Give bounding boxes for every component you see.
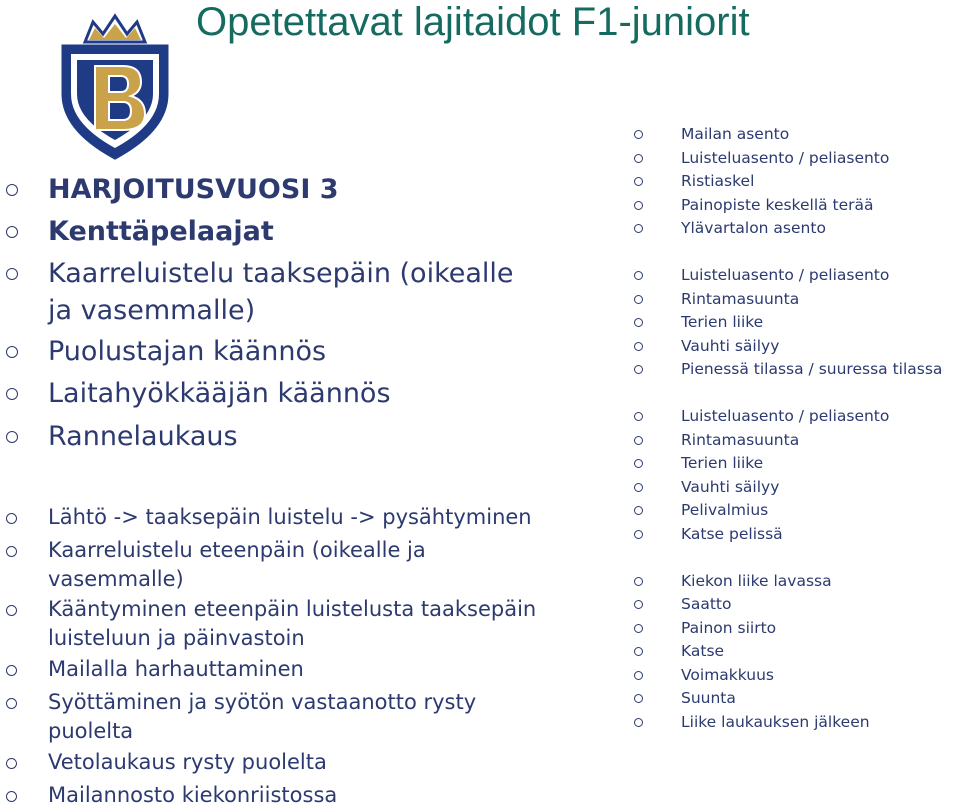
sub-list-item [620, 170, 960, 193]
sub-list-item-text: Katse [681, 642, 725, 660]
circle-bullet-icon [634, 577, 643, 586]
list-item-text: Vetolaukaus rysty puolelta [48, 750, 327, 774]
sub-list-item-text: Vauhti säilyy [681, 478, 780, 496]
sub-list-item-text: Ylävartalon asento [681, 219, 826, 237]
sub-list-item [620, 593, 960, 616]
circle-bullet-icon [634, 600, 643, 609]
sub-list-item-text: Vauhti säilyy [681, 337, 780, 355]
circle-bullet-icon [634, 436, 643, 445]
circle-bullet-icon [6, 758, 17, 769]
sub-list-item-text: Saatto [681, 595, 732, 613]
circle-bullet-icon [6, 791, 17, 802]
list-item-text: Kenttäpelaajat [48, 216, 274, 247]
sub-list-item [620, 640, 960, 663]
sub-list-item [620, 147, 960, 170]
circle-bullet-icon [6, 388, 18, 400]
circle-bullet-icon [6, 431, 18, 443]
circle-bullet-icon [634, 342, 643, 351]
sub-list-item [620, 617, 960, 640]
list-item-text: HARJOITUSVUOSI 3 [48, 174, 339, 205]
circle-bullet-icon [634, 154, 643, 163]
sub-list-item [620, 405, 960, 428]
sub-list-item-text: Luisteluasento / peliasento [681, 266, 890, 284]
list-item-text-line2: luisteluun ja päinvastoin [48, 626, 305, 650]
sub-list-item-text: Terien liike [681, 454, 764, 472]
sub-list-item-text: Terien liike [681, 313, 764, 331]
list-item-text-line2: ja vasemmalle) [48, 295, 256, 326]
sub-list-item-text: Liike laukauksen jälkeen [681, 713, 870, 731]
sub-list-item-text: Mailan asento [681, 125, 790, 143]
circle-bullet-icon [634, 412, 643, 421]
list-item-text: Mailannosto kiekonriistossa [48, 783, 338, 807]
circle-bullet-icon [634, 647, 643, 656]
circle-bullet-icon [634, 694, 643, 703]
circle-bullet-icon [634, 365, 643, 374]
sub-list-item-text: Painon siirto [681, 619, 777, 637]
circle-bullet-icon [634, 530, 643, 539]
sub-list-item [620, 429, 960, 452]
list-item-text-line1: Kääntyminen eteenpäin luistelusta taaksepäin [48, 597, 537, 621]
sub-list-item [620, 687, 960, 710]
sub-list-item [620, 499, 960, 522]
sub-list-item-text: Suunta [681, 689, 736, 707]
sub-list-item-text: Rintamasuunta [681, 431, 800, 449]
circle-bullet-icon [6, 226, 18, 238]
sub-list-item-text: Luisteluasento / peliasento [681, 149, 890, 167]
circle-bullet-icon [6, 698, 17, 709]
sub-list-item [620, 123, 960, 146]
circle-bullet-icon [6, 513, 17, 524]
sub-list-item-text: Rintamasuunta [681, 290, 800, 308]
circle-bullet-icon [634, 483, 643, 492]
circle-bullet-icon [6, 268, 18, 280]
sub-list-item [620, 264, 960, 287]
sub-list-item-text: Voimakkuus [681, 666, 774, 684]
sub-list-item-text: Pelivalmius [681, 501, 769, 519]
sub-list-item [620, 358, 960, 381]
sub-list-item-text: Pienessä tilassa / suuressa tilassa [681, 360, 943, 378]
sub-list-item [620, 570, 960, 593]
circle-bullet-icon [634, 671, 643, 680]
circle-bullet-icon [6, 605, 17, 616]
list-item-text-line1: Syöttäminen ja syötön vastaanotto rysty [48, 690, 477, 714]
sub-list-item [620, 217, 960, 240]
sub-list-item [620, 335, 960, 358]
circle-bullet-icon [634, 177, 643, 186]
sub-list-item-text: Katse pelissä [681, 525, 783, 543]
sub-list-item-text: Ristiaskel [681, 172, 755, 190]
circle-bullet-icon [634, 130, 643, 139]
sub-list-item [620, 288, 960, 311]
circle-bullet-icon [6, 665, 17, 676]
list-item-text: Puolustajan käännös [48, 336, 327, 367]
list-item-text-line2: puolelta [48, 719, 134, 743]
circle-bullet-icon [634, 318, 643, 327]
list-item-text-line1: Kaarreluistelu taaksepäin (oikealle [48, 258, 514, 289]
circle-bullet-icon [634, 624, 643, 633]
circle-bullet-icon [634, 506, 643, 515]
sub-list-item-text: Painopiste keskellä terää [681, 196, 874, 214]
circle-bullet-icon [634, 718, 643, 727]
circle-bullet-icon [634, 459, 643, 468]
circle-bullet-icon [634, 201, 643, 210]
circle-bullet-icon [634, 271, 643, 280]
sub-list-item-text: Kiekon liike lavassa [681, 572, 832, 590]
circle-bullet-icon [6, 546, 17, 557]
sub-list-item [620, 711, 960, 734]
circle-bullet-icon [634, 224, 643, 233]
circle-bullet-icon [6, 346, 18, 358]
sub-list-item [620, 194, 960, 217]
list-item-text: Rannelaukaus [48, 421, 238, 452]
list-item-text: Mailalla harhauttaminen [48, 657, 304, 681]
sub-list-item [620, 452, 960, 475]
page-title: Opetettavat lajitaidot F1-juniorit [196, 0, 750, 44]
sub-list-item [620, 523, 960, 546]
list-item-text-line1: Kaarreluistelu eteenpäin (oikealle ja [48, 538, 426, 562]
sub-list-item [620, 476, 960, 499]
right-technique-list [620, 0, 960, 810]
sub-list-item [620, 311, 960, 334]
circle-bullet-icon [6, 184, 18, 196]
list-item-text: Laitahyökkääjän käännös [48, 378, 391, 409]
sub-list-item [620, 664, 960, 687]
list-item-text-line2: vasemmalle) [48, 567, 184, 591]
sub-list-item-text: Luisteluasento / peliasento [681, 407, 890, 425]
circle-bullet-icon [634, 295, 643, 304]
list-item-text: Lähtö -> taaksepäin luistelu -> pysähtyminen [48, 505, 532, 529]
